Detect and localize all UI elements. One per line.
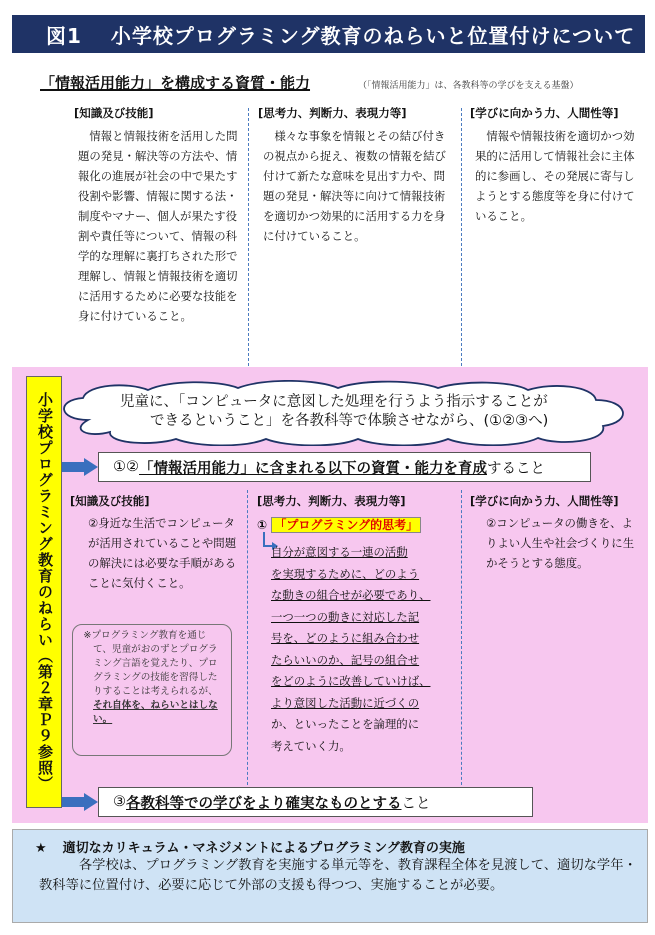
bottom-text: 各学校は、プログラミング教育を実施する単元等を、教育課程全体を見渡して、適切な学年・教科等に位置付け、必要に応じて外部の支援も得つつ、実施することが必要。 (39, 858, 637, 893)
column-divider (461, 490, 462, 790)
thinking-line: たらいいのか、記号の組合せ (271, 652, 420, 667)
arrow-3-head (84, 793, 98, 811)
column-divider (247, 490, 248, 790)
top-col-thinking-head: [思考力、判断力、表現力等] (258, 106, 407, 120)
top-col-attitude-head: [学びに向かう力、人間性等] (470, 106, 619, 120)
goal-3-emphasis: 各教科等での学びをより確実なものとする (126, 795, 402, 812)
section-note: （「情報活用能力」は、各教科等の学びを支える基盤） (358, 81, 579, 91)
column-divider (461, 108, 462, 366)
lower-col-thinking-head: [思考力、判断力、表現力等] (257, 494, 406, 508)
thinking-line: 自分が意図する一連の活動 (271, 545, 408, 559)
goal-3-prefix: ③ (113, 794, 126, 810)
top-col-knowledge-head: [知識及び技能] (74, 106, 154, 120)
note-box (72, 624, 232, 756)
top-col-knowledge-text: 情報と情報技術を活用した問題の発見・解決等の方法や、情報化の進展が社会の中で果たす役割や影響、情報に関する法・制度やマナー、個人が果たす役割や責任等について、情報の科学的な理解に裏打ちされた形で理解し、情報と情報技術を適切に活用するために必要な技能を身に付けていること。 (78, 129, 238, 323)
goal-box-3 (98, 787, 533, 817)
arrow-1-shaft (62, 462, 84, 472)
cloud-line-1: 児童に、「コンピュータに意図した処理を行うよう指示することが (120, 394, 548, 410)
arrow-1-head (84, 458, 98, 476)
goal-1-prefix: ①② (113, 459, 139, 475)
programming-thinking-label (257, 516, 421, 533)
top-col-thinking-text: 様々な事象を情報とその結び付きの視点から捉え、複数の情報を結び付けて新たな意味を見出す力や、問題の発見・解決等に向けて情報技術を適切かつ効果的に活用する力を身に付けていること。 (263, 129, 446, 243)
goal-3-suffix: こと (401, 795, 431, 812)
thinking-line: な動きの組合せが必要であり、 (271, 588, 431, 602)
note-text-underlined: それ自体を、ねらいとはしない。 (93, 700, 218, 725)
goal-1-suffix: すること (487, 460, 545, 477)
lower-col-knowledge-head: [知識及び技能] (70, 494, 150, 508)
vertical-label: 小学校プログラミング教育のねらい（第２章Ｐ９参照） (36, 392, 54, 792)
goal-1-emphasis: 「情報活用能力」に含まれる以下の資質・能力を育成 (139, 460, 487, 477)
thinking-line: 考えていく力。 (271, 738, 351, 753)
programming-thinking-text (271, 542, 461, 757)
lower-col-knowledge-text: ②身近な生活でコンピュータが活用されていることや問題の解決には必要な手順があることに気付くこと。 (88, 516, 237, 590)
note-text (73, 625, 231, 727)
thinking-line: 一つ一つの動きに対応した記 (271, 609, 420, 624)
programming-thinking-highlight: 「プログラミング的思考」 (271, 517, 421, 533)
thinking-line: をどのように改善していけば、 (271, 674, 431, 688)
column-divider (248, 108, 249, 366)
page-title-bar (12, 15, 645, 53)
bottom-heading: 適切なカリキュラム・マネジメントによるプログラミング教育の実施 (62, 841, 465, 856)
lower-col-attitude-text: ②コンピュータの働きを、よりよい人生や社会づくりに生かそうとする態度。 (486, 516, 635, 570)
top-col-attitude-text: 情報や情報技術を適切かつ効果的に活用して情報社会に主体的に参画し、その発展に寄与しようとする態度等を身に付けていること。 (475, 129, 635, 223)
curriculum-management-box (12, 829, 648, 923)
note-text-plain: ※プログラミング教育を通じて、児童がおのずとプログラミング言語を覚えたり、プログラミングの技能を習得したりすることは考えられるが、 (83, 630, 218, 697)
bottom-heading-line (35, 837, 465, 856)
page-title: 図1 小学校プログラミング教育のねらいと位置付けについて (46, 23, 636, 48)
thinking-line: より意図した活動に近づくの (271, 695, 420, 710)
cloud-text (120, 393, 560, 431)
lower-col-attitude-head: [学びに向かう力、人間性等] (470, 494, 619, 508)
section-heading: 「情報活用能力」を構成する資質・能力 (40, 74, 311, 92)
arrow-3-shaft (62, 797, 84, 807)
programming-thinking-num: ① (257, 518, 272, 532)
thinking-line: か、といったことを論理的に (271, 717, 420, 731)
cloud-line-2: できるということ」を各教科等で体験させながら、(①②③へ) (150, 413, 549, 429)
thinking-line: 号を、どのように組み合わせ (271, 631, 420, 645)
goal-box-1 (98, 452, 591, 482)
thinking-line: を実現するために、どのよう (271, 566, 420, 581)
star-icon: ★ (35, 841, 47, 856)
